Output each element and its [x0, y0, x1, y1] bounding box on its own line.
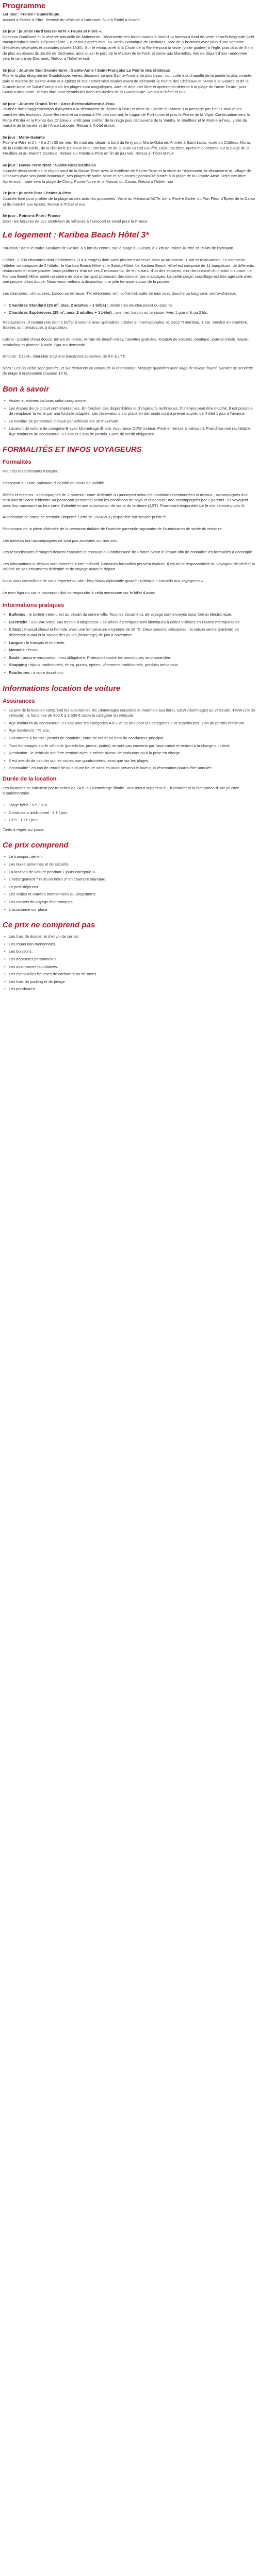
price-excludes-item: • Les éventuelles hausses de carburant ou de taxes.: [9, 972, 255, 977]
day-1: [3, 12, 255, 23]
car-rental-item: • Âge maximum : 75 ans.: [9, 728, 255, 734]
car-rental-item: • Il est interdit de circuler sur les routes non goudronnées, ainsi que sur les plages.: [9, 758, 255, 764]
practical-info-list: [3, 612, 255, 675]
good-to-know-title: Bon à savoir: [3, 384, 50, 394]
price-includes-list: [3, 854, 255, 912]
practical-info-label: Bulletins :: [9, 612, 28, 617]
price-excludes-item: • Les repas non mentionnés.: [9, 942, 255, 947]
formalities-text: Les ressortissants étrangers doivent consulter le consulat ou l'ambassade de France avant le départ afin de connaître les formalités à accomplir.: [3, 550, 253, 555]
day-text: Selon les horaires de vol, restitution du véhicule à l'aéroport et envol pour la France.: [3, 218, 149, 224]
hotel-title: Le logement : Karibea Beach Hôtel 3*: [3, 231, 149, 240]
price-excludes-item: • Les frais de parking et de péage.: [9, 979, 255, 985]
rental-extra-item: • GPS : 10 € / jour.: [9, 818, 255, 823]
price-excludes-item: • Les frais de dossier et d'envoi de carnet.: [9, 934, 255, 940]
day-text: Pointe la plus éloignée de Guadeloupe, venez découvrir ce que Sainte-Anne a de plus beau : son culte à la chapelle de la pointe la plus vivante, puis le marché de Sainte-Anne aux épices et ses cathédrales locales avant de découvrir la Pointe des Châteaux et l'Anse à la Gourde et de la Grande Anse de Saint-François où les plages sont magnifiques. Arrêt et déjeuner libre et après-midi détente à la plage de l'anse Tarare, puis l'Anse Kahouanne. Temps libre pour déambuler dans les ruelles de la Guadeloupe. Retour à l'hôtel et nuit.: [3, 73, 253, 95]
practical-info-item: [9, 620, 255, 625]
formalities-text: Le nom figurant sur le passeport doit correspondre à celui mentionné sur le billet d'avion.: [3, 590, 157, 595]
formalities-title: FORMALITÉS ET INFOS VOYAGEURS: [3, 445, 142, 454]
hotel-rooms: Les chambres : climatisées, balcon ou terrasse, TV, téléphone, wifi, coffre-fort, salle de bain avec douche ou baignoire, sèche-cheveux.: [3, 291, 237, 296]
good-to-know-list: [3, 398, 255, 437]
car-rental-list: [3, 708, 255, 771]
practical-info-label: Langue :: [9, 640, 25, 645]
day-7: [3, 191, 255, 207]
practical-info-item: [9, 627, 255, 638]
room-type-text: Jardin (rez-de-chaussée) ou piscine.: [109, 302, 173, 308]
rental-duration-subtitle: Durée de la location: [3, 775, 57, 782]
practical-info-text: à votre discrétion.: [31, 670, 64, 675]
day-6: [3, 163, 255, 184]
day-5: [3, 135, 255, 157]
room-type-text: vue mer, balcon ou terrasse. Avec 1 grand lit ou 2 lits.: [115, 310, 208, 315]
car-rental-item: • Tous dommages sur le véhicule (pare-brise, pneus, jantes) ne sont pas couverts par l'assurance et restent à la charge du client.: [9, 743, 255, 749]
rental-extras-list: [3, 803, 255, 823]
practical-info-text: bijoux traditionnels, rhum, punch, épices, vêtements traditionnels, produits artisanaux.: [29, 663, 180, 668]
room-type-label: Chambres Supérieures (25 m², max. 2 adultes + 1 bébé) :: [9, 310, 115, 315]
practical-info-label: Santé :: [9, 655, 22, 660]
practical-info-item: [9, 648, 255, 653]
practical-info-subtitle: Informations pratiques: [3, 602, 64, 609]
day-text: Pointe-à-Pitre et 2 h 45 à 2 h 30 de mer. En matinée, départ à bord du ferry pour Marie-Galante. Arrivée à Saint-Louis, visite du Château Murat, de la Distillerie Bielle, de la distillerie Bellevue et du site naturel de Gueule Grand Gouffre. Déjeuner libre. Après-midi détente sur la plage de la Feuillère et au Marché Centrale. Retour sur Pointe-à-Pitre en fin de journée. Retour à l'hôtel et nuit.: [3, 140, 251, 156]
practical-info-label: Électricité :: [9, 619, 30, 624]
rental-duration-text: Les locations se calculent par tranches de 24 h, au kilométrage illimité. Tout retard supérieur à 1 h entraînera la facturation d'une journée supplémentaire.: [3, 785, 239, 796]
price-excludes-item: • Les assurances facultatives.: [9, 964, 255, 970]
good-to-know-item: • Location de voiture de catégorie B avec kilométrage illimité. Assurance CDW incluse. Prise et remise à l'aéroport. Franchise non rachetable. Âge minimum du conducteur : 21 ans et 2 ans de permis. Carte de crédit obligatoire.: [9, 426, 255, 437]
good-to-know-item: • Visites et entrées incluses selon programme.: [9, 398, 255, 404]
day-title: 7e jour : journée libre / Pointe-à-Pitre: [3, 191, 71, 196]
car-rental-item: • Age minimum du conducteur : 21 ans pour les catégories A à E et 25 ans pour les catégories F et supérieures. 1 an de permis minimum.: [9, 721, 255, 726]
hotel-meals: Restauration : 2 restaurants dont 1 buffet à volonté avec spécialités créoles et internationales, le Coco Ti'Bambou, 1 bar. Service en chambre. Soirées ou thématiques à disposition.: [3, 319, 248, 330]
price-includes-item: • La location de voiture pendant 7 jours catégorie B.: [9, 870, 255, 875]
formalities-text: Autorisation de sortie de territoire (imprimé Cerfa N° 15646*01) disponible sur service-public.fr.: [3, 515, 167, 520]
formalities-text: Bébés et mineurs : accompagnés de 2 parents : carte d'identité ou passeport selon les conditions mentionnées ci-dessus ; accompagnés d'un seul parent : carte d'identité ou passeport personnel selon les conditions de pays et ci-dessus ; non accompagnés par 2 parents : ils voyagent avec leur passeport ou leur carte d'identité et une autorisation de sortie du territoire (AST). Formulaire disponible sur le site service-public.fr.: [3, 492, 249, 508]
formalities-text: Pour les ressortissants français :: [3, 469, 59, 474]
rental-extra-item: • Siège bébé : 5 € / jour.: [9, 803, 255, 808]
practical-info-text: 220-240 volts, pas besoin d'adaptateur. Les prises électriques sont identiques à celles utilisées en France métropolitaine.: [29, 619, 241, 624]
price-excludes-title: Ce prix ne comprend pas: [3, 921, 95, 930]
practical-info-text: tropical chaud et humide, avec une température moyenne de 26 °C. Deux saisons principales : la saison sèche (carême) de décembre à mai et la saison des pluies (hivernage) de juin à novembre.: [9, 627, 239, 637]
price-includes-item: • Le transport aérien.: [9, 854, 255, 860]
day-4: [3, 101, 255, 129]
day-text: Journée découverte de la région nord de la Basse-Terre avec la distillerie de Sainte-Rose et la visite de l'écomusée, la découverte du village de Deshaies avec son jardin botanique, ses plages de sable blanc et ses anses ; possibilité d'arrêt à la plage de la Grande Anse. Déjeuner libre. Après-midi, route vers la plage de Cluny, Pointe-Noire et la Maison du Cacao. Retour à l'hôtel, nuit.: [3, 168, 251, 184]
day-title: 5e jour : Marie-Galante: [3, 134, 45, 140]
day-title: 2e jour : journée Hard Basse-Terre « Fauna et Flore ».: [3, 29, 102, 34]
practical-info-label: Climat :: [9, 627, 23, 632]
practical-info-label: Monnaie :: [9, 648, 27, 653]
day-2: [3, 29, 255, 62]
day-title: 6e jour : Basse-Terre Nord : Sainte-Rose/Deshaies: [3, 163, 96, 168]
price-includes-item: • Les carnets de voyage électroniques.: [9, 900, 255, 905]
hotel-services: Loisirs : piscine d'eau douce, terrain de tennis, terrain de beach volley, navettes gratuites, location de voitures, boutique, journal créole, kayak, snorkeling et planche à voile. Spa sur demande.: [3, 336, 249, 347]
day-text: Journée libre pour profiter de la plage ou des activités proposées. Visite du Mémorial ACTe, de la Rivière Salée, du Fort Fleur d'Épée, de la Darse et du marché aux épices. Retour à l'hôtel et nuit.: [3, 196, 255, 207]
practical-info-item: [9, 655, 255, 661]
practical-info-text: le français et le créole.: [25, 640, 66, 645]
formalities-text: Les mineurs non accompagnés ne sont pas acceptés sur nos vols.: [3, 538, 119, 543]
formalities-text: Nous vous conseillons de vous reporter au site : http://www.diplomatie.gouv.fr : rubrique « conseils aux voyageurs ».: [3, 579, 204, 583]
programme-title: Programme: [3, 2, 46, 10]
day-title: 8e jour : Pointe-à-Pitre / France: [3, 213, 61, 218]
good-to-know-item: • Les étapes de ce circuit sont impératives. En fonction des disponibilités et d'impératifs techniques, l'itinéraire peut être modifié. Il est possible de remplacer la visite par une formule adaptée. Les réservations sur place en demande sont à prévoir auprès de l'hôtel 1 jour à l'avance.: [9, 406, 255, 417]
day-title: 1er jour : France / Guadeloupe.: [3, 12, 60, 16]
price-includes-item: • L'assistance sur place.: [9, 907, 255, 913]
room-type-superior: [9, 310, 255, 316]
day-text: Direction Bouillante et la réserve naturelle de Malendure. Découverte des fonds marins à bord d'un bateau à fond de verre et arrêt baignade (prêt masque/tuba à bord). Déjeuner libre. En début d'après-midi, au Jardin Botanique de Deshaies, parc de 5 hectares avec plus d'une centaine d'espèces végétales et animales (durée 1h30). Sur le retour, arrêt à la Chute de la Rivière pour la visite (visite guidée) à l'égle, puis plus de 9 km de plus au réseau du Jardin de Deshaies, ainsi qu'un le parc de la Maison de la Forêt et sortie aux Mamelles, lieu de départ d'une randonnée vers le centre de Deshaies. Retour à l'hôtel et nuit.: [3, 34, 254, 61]
practical-info-item: [9, 670, 255, 676]
rental-extras-note: Tarifs à régler sur place.: [3, 827, 45, 832]
practical-info-item: [9, 663, 255, 668]
car-rental-title: Informations location de voiture: [3, 684, 121, 693]
price-includes-item: • L'hébergement 7 nuits en hôtel 3* en chambre standard.: [9, 877, 255, 883]
hotel-children: Enfants : bassin, mini-club 3-12 ans (vacances scolaires) de 9 h à 17 h.: [3, 354, 127, 359]
price-excludes-list: [3, 934, 255, 992]
practical-info-label: Shopping :: [9, 663, 29, 668]
hotel-notes: Nota : Les lits bébé sont gratuits, et sur demande en amont de la réservation. Ménage quotidien avec linge de toilette fourni. Service de serviette de plage à la réception (caution 10 €).: [3, 365, 253, 376]
practical-info-item: [9, 640, 255, 646]
car-rental-item: • Restitution : le véhicule doit être restitué avec le même niveau de carburant qu'à la prise en charge.: [9, 751, 255, 756]
hotel-situation: Situation : dans le cadre luxuriant de Gosier, à 5 km du centre, sur le plage du Gosier, à 7 km de Pointe-à-Pitre et 15 km de l'aéroport.: [3, 246, 235, 251]
practical-info-item: [9, 612, 255, 618]
room-type-label: Chambres Standard (25 m², max. 2 adultes + 1 bébé) :: [9, 302, 109, 308]
room-types: [3, 303, 255, 316]
formalities-subtitle: Formalités: [3, 459, 31, 466]
practical-info-text: le bulletin retenu est au départ du centre-ville. Tous les documents de voyage sont envoyés sous format électronique.: [27, 612, 232, 617]
day-text: Journée dans l'agglomération d'Abymes à la découverte du Morne-à-l'eau et visite du Centre du Morne. Un passage par Petit-Canal et les marches des esclaves, Anse-Bertrand et sa marina à l'île peu courant, le Lagon de Port-Louis et puis la Pointe de la Vigie. Continuation vers la Porte d'Enfer et la Pointe des Châteaux, arrêt pour profiter de la plage puis découverte de la Vanille, le Souffleur et le Morne-à-l'eau, visite du marché de la vanille et de l'Anse Laborde, Retour à l'hôtel et nuit.: [3, 107, 250, 128]
day-title: 3e jour : Journée Sud Grande-terre : Sainte-Anne / Saint-François/ La Pointe des châteaux: [3, 67, 170, 73]
car-rental-item: • Le prix de la location comprend les assurances RC (dommages corporels et matériels aux tiers), CDW (dommages au véhicule), TP/W (vol du véhicule), la franchise de 900 € à 1 500 € selon la catégorie du véhicule.: [9, 708, 255, 719]
price-includes-title: Ce prix comprend: [3, 841, 69, 850]
price-includes-item: • Les taxes aériennes et de sécurité.: [9, 862, 255, 868]
day-3: [3, 68, 255, 95]
hotel-description: L'hôtel : 2 200 chambres dont 3 bâtiments (3 à 4 étages) doté avec piscine extérieure ainsi qu'un transat, 1 bar et restauration. Le complexe hôtelier se compose de 2 hôtels : le Karibea Beach Hôtel et le Salako Hôtel. Le Karibea Beach Hôtel est composé de 11 bungalows, de différents restaurants et d'une piscine. Vous profiterez d'un de ces 2 restaurants, de leurs bars, d'un des espaces, d'un lieu inspiré d'un jardin luxuriant. Le Karibea Beach Hôtel abrite un centre de soins (un spa) proposant des soins et des massages. La petite plage, coquillage est très agréable avec une piscine d'eau douce. Nous vous mettons à disposition une jolie terrasse autour de la piscine.: [3, 258, 254, 284]
room-type-standard: [9, 303, 255, 309]
car-rental-item: • Documents à fournir : permis de conduire, carte de crédit au nom du conducteur principal.: [9, 736, 255, 741]
day-8: [3, 213, 255, 224]
price-excludes-item: • Les boissons.: [9, 949, 255, 955]
formalities-text: Photocopie de la pièce d'identité de la personne titulaire de l'autorité parentale signataire de l'autorisation de sortie du territoire.: [3, 527, 223, 532]
practical-info-text: l'euro.: [27, 648, 39, 653]
day-list: [3, 12, 255, 224]
day-text: Accueil à Pointe-à-Pitre. Remise du véhicule à l'aéroport. Nuit à l'hôtel à Gosier.: [3, 17, 141, 22]
price-excludes-item: • Les pourboires.: [9, 987, 255, 992]
formalities-text: Les informations ci-dessus sont données à titre indicatif. Certaines formalités peuvent évoluer. Il est de la responsabilité du voyageur de vérifier la validité de ses documents d'identité et de voyage avant le départ.: [3, 561, 255, 572]
car-rental-item: • Ponctualité : en cas de retard de plus d'une heure sans en avoir prévenu le loueur, la réservation pourra être annulée.: [9, 766, 255, 771]
day-title: 4e jour : Journée Grand-Terre : Anse-Bertrand/Morne-à-l'eau: [3, 101, 115, 106]
price-includes-item: • Les visites et entrées mentionnées au programme.: [9, 892, 255, 897]
price-excludes-item: • Les dépenses personnelles.: [9, 957, 255, 962]
rental-extra-item: • Conducteur additionnel : 5 € / jour.: [9, 810, 255, 816]
practical-info-text: aucune vaccination n'est obligatoire. Protection contre les moustiques recommandée.: [22, 655, 171, 660]
formalities-text: Passeport ou carte nationale d'identité en cours de validité.: [3, 481, 105, 486]
insurance-subtitle: Assurances: [3, 698, 35, 704]
good-to-know-item: • Le nombre de personnes indiqué par véhicule est un maximum.: [9, 419, 255, 425]
price-includes-item: • Le petit-déjeuner.: [9, 885, 255, 890]
practical-info-label: Pourboires :: [9, 670, 32, 675]
